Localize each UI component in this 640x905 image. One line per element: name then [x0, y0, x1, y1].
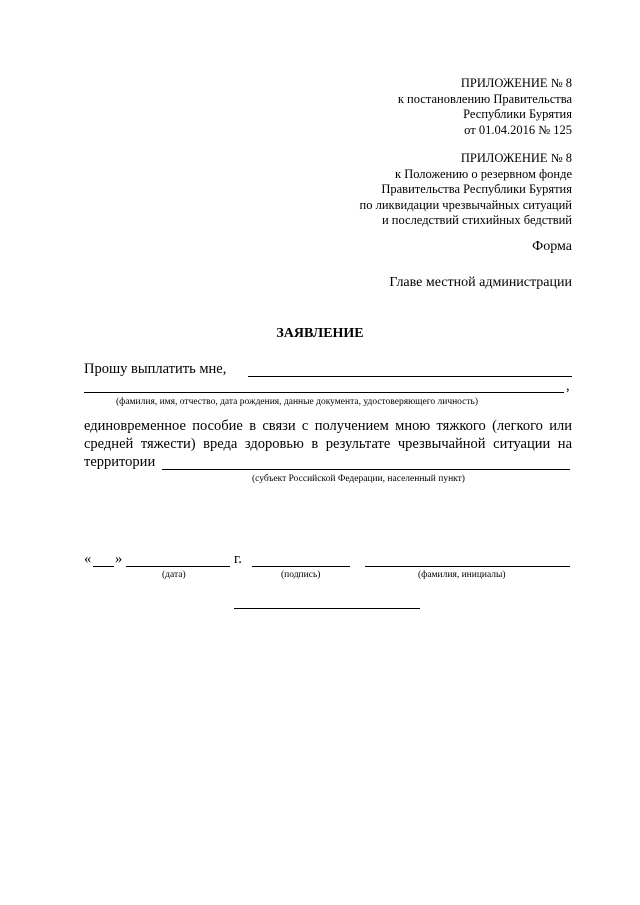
name-hint: (фамилия, инициалы): [418, 570, 506, 580]
date-quote-close: »: [115, 551, 123, 567]
appendix-header-regulation: [360, 151, 572, 229]
appendix-ref-line: Правительства Республики Бурятия: [381, 182, 572, 196]
applicant-field-line-2[interactable]: [84, 392, 564, 393]
appendix-header-resolution: [398, 76, 572, 138]
appendix-ref-line: Республики Бурятия: [463, 107, 572, 121]
appendix-number: ПРИЛОЖЕНИЕ № 8: [460, 151, 572, 165]
date-quote-open: «: [84, 551, 92, 567]
separator-line: [234, 608, 420, 609]
appendix-ref-line: по ликвидации чрезвычайных ситуаций: [359, 197, 572, 212]
day-field-line[interactable]: [93, 566, 114, 567]
territory-field-line[interactable]: [162, 469, 570, 470]
year-suffix: г.: [234, 551, 242, 567]
appendix-number: ПРИЛОЖЕНИЕ № 8: [460, 76, 572, 90]
territory-lead: территории: [84, 454, 156, 470]
form-label: Форма: [532, 239, 572, 254]
body-line-1: единовременное пособие в связи с получением мною тяжкого (легкого или: [84, 418, 572, 434]
appendix-ref-line: и последствий стихийных бедствий: [381, 213, 572, 227]
comma: ,: [566, 378, 570, 394]
appendix-date-number: от 01.04.2016 № 125: [464, 122, 572, 137]
applicant-hint: (фамилия, имя, отчество, дата рождения, данные документа, удостоверяющего личность): [116, 397, 479, 407]
document-title: ЗАЯВЛЕНИЕ: [276, 326, 364, 341]
appendix-ref-line: к постановлению Правительства: [397, 91, 572, 106]
appendix-ref-line: к Положению о резервном фонде: [395, 166, 572, 181]
date-hint: (дата): [162, 570, 186, 580]
addressee: Главе местной администрации: [389, 275, 572, 290]
signature-field-line[interactable]: [252, 566, 350, 567]
name-field-line[interactable]: [365, 566, 570, 567]
request-lead: Прошу выплатить мне,: [84, 361, 227, 377]
territory-hint: (субъект Российской Федерации, населенный пункт): [252, 474, 465, 484]
body-line-2: средней тяжести) вреда здоровью в результате чрезвычайной ситуации на: [84, 436, 572, 452]
signature-hint: (подпись): [281, 570, 321, 580]
month-year-field-line[interactable]: [126, 566, 230, 567]
applicant-field-line-1[interactable]: [248, 376, 572, 377]
